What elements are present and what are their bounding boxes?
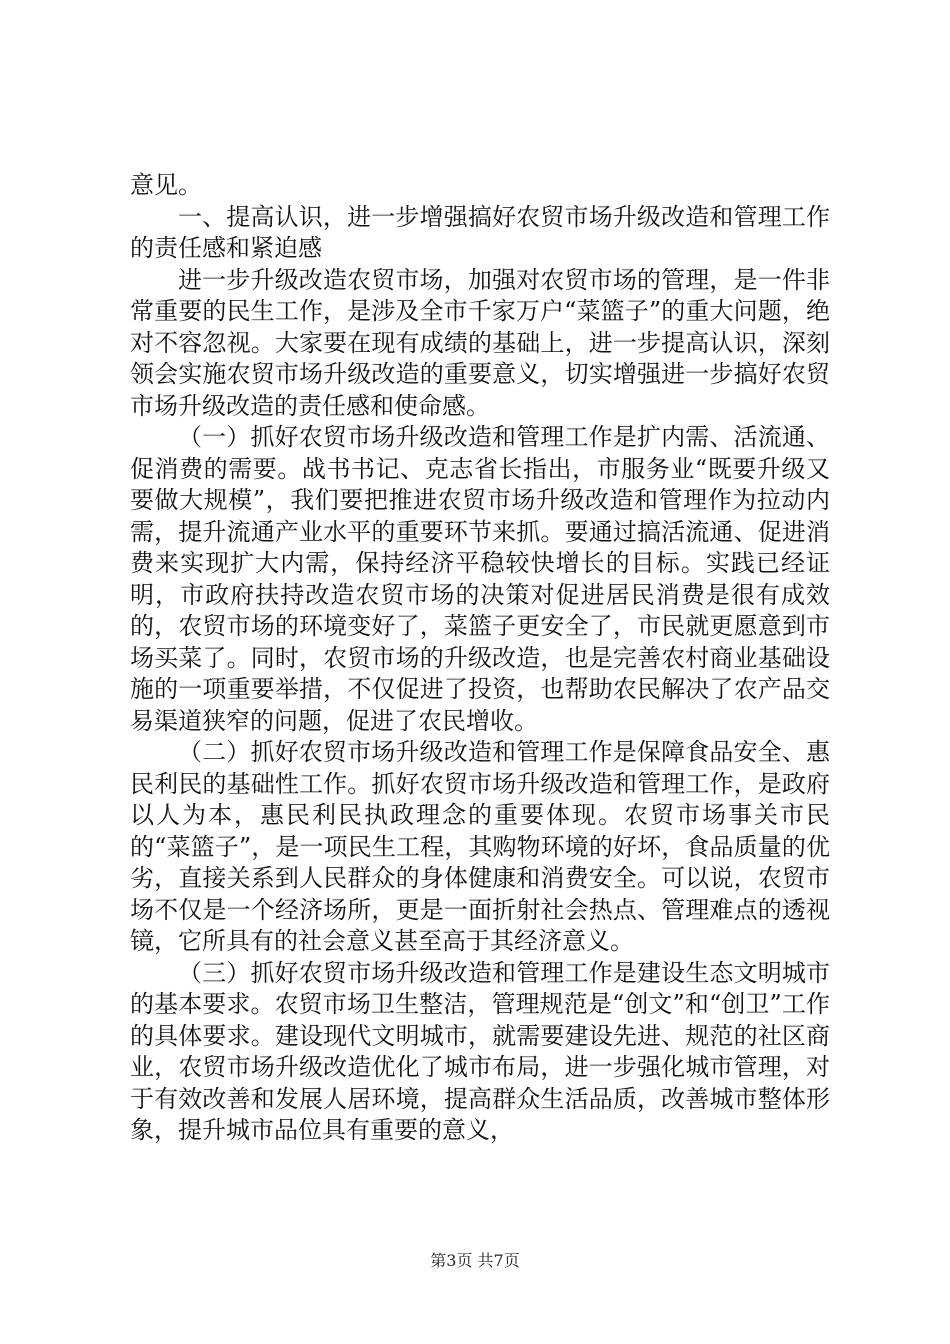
paragraph-continuation: 意见。 <box>130 171 202 199</box>
paragraph-point-three: （三）抓好农贸市场升级改造和管理工作是建设生态文明城市的基本要求。农贸市场卫生整洁，管理规范是“创文”和“创卫”工作的具体要求。建设现代文明城市，就需要建设先进、规范的社区商业，农贸市场升级改造优化了城市布局，进一步强化城市管理，对于有效改善和发展人居环境，提高群众生活品质，改善城市整体形象，提升城市品位具有重要的意义， <box>130 958 830 1144</box>
document-body <box>130 170 830 1147</box>
paragraph-intro: 进一步升级改造农贸市场，加强对农贸市场的管理，是一件非常重要的民生工作，是涉及全市千家万户“菜篮子”的重大问题，绝对不容忽视。大家要在现有成绩的基础上，进一步提高认识，深刻领会实施农贸市场升级改造的重要意义，切实增强进一步搞好农贸市场升级改造的责任感和使命感。 <box>130 265 830 420</box>
paragraph-point-one: （一）抓好农贸市场升级改造和管理工作是扩内需、活流通、促消费的需要。战书书记、克志省长指出，市服务业“既要升级又要做大规模”，我们要把推进农贸市场升级改造和管理作为拉动内需，提升流通产业水平的重要环节来抓。要通过搞活流通、促进消费来实现扩大内需，保持经济平稳较快增长的目标。实践已经证明，市政府扶持改造农贸市场的决策对促进居民消费是很有成效的，农贸市场的环境变好了，菜篮子更安全了，市民就更愿意到市场买菜了。同时，农贸市场的升级改造，也是完善农村商业基础设施的一项重要举措，不仅促进了投资，也帮助农民解决了农产品交易渠道狭窄的问题，促进了农民增收。 <box>130 423 830 735</box>
page-number-footer: 第3页 共7页 <box>430 1251 520 1270</box>
section-heading: 一、提高认识，进一步增强搞好农贸市场升级改造和管理工作的责任感和紧迫感 <box>130 202 830 262</box>
paragraph-point-two: （二）抓好农贸市场升级改造和管理工作是保障食品安全、惠民利民的基础性工作。抓好农贸市场升级改造和管理工作，是政府以人为本，惠民利民执政理念的重要体现。农贸市场事关市民的“菜篮子”，是一项民生工程，其购物环境的好坏，食品质量的优劣，直接关系到人民群众的身体健康和消费安全。可以说，农贸市场不仅是一个经济场所，更是一面折射社会热点、管理难点的透视镜，它所具有的社会意义甚至高于其经济意义。 <box>130 738 830 955</box>
